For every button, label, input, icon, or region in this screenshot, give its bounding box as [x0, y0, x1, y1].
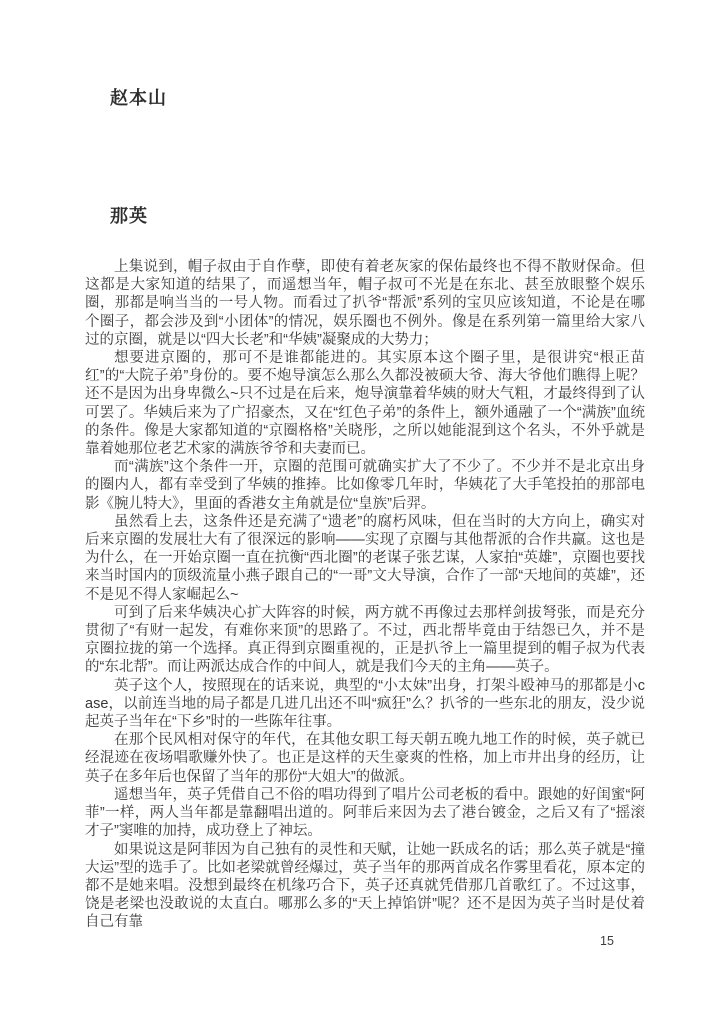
paragraph-7: 在那个民风相对保守的年代，在其他女职工每天朝五晚九地工作的时候，英子就已经混迹在夜场唱歌赚外快了。也正是这样的天生豪爽的性格，加上市井出身的经历，让英子在多年后也保留了当年的那份“大姐大”的做派。 [85, 732, 645, 785]
section-title: 那英 [110, 206, 148, 226]
paragraph-9: 如果说这是阿菲因为自己独有的灵性和天赋，让她一跃成名的话；那么英子就是“撞大运”型的选手了。比如老梁就曾经爆过，英子当年的那两首成名作雾里看花，原本定的都不是她来唱。没想到最终在机缘巧合下，英子还真就凭借那几首歌红了。不过这事，饶是老梁也没敢说的太直白。哪那么多的“天上掉馅饼”呢？还不是因为英子当时是仗着自己有靠 [85, 841, 645, 931]
paragraph-3: 而“满族”这个条件一开，京圈的范围可就确实扩大了不少了。不少并不是北京出身的圈内人，都有幸受到了华姨的推捧。比如像零几年时，华姨花了大手笔投拍的那部电影《腕儿特大》，里面的香港女主角就是位“皇族”后羿。 [85, 459, 645, 512]
paragraph-6: 英子这个人，按照现在的话来说，典型的“小太妹”出身，打架斗殴神马的那都是小case，以前连当地的局子都是几进几出还不叫“疯狂”么？扒爷的一些东北的朋友，没少说起英子当年在“下乡”时的一些陈年往事。 [85, 677, 645, 731]
paragraph-2: 想要进京圈的，那可不是谁都能进的。其实原本这个圈子里，是很讲究“根正苗红”的“大院子弟”身份的。要不炮导演怎么那么久都没被硕大爷、海大爷他们瞧得上呢？还不是因为出身卑微么~只不过是在后来，炮导演靠着华姨的财大气粗，才最终得到了认可罢了。华姨后来为了广招豪杰，又在“红色子弟”的条件上，额外通融了一个“满族”血统的条件。像是大家都知道的“京圈格格”关晓彤，之所以她能混到这个名头，不外乎就是靠着她那位老艺术家的满族爷爷和夫妻而已。 [85, 350, 645, 458]
article-body [85, 258, 645, 932]
paragraph-8: 遥想当年，英子凭借自己不俗的唱功得到了唱片公司老板的看中。跟她的好闺蜜“阿菲”一样，两人当年都是靠翻唱出道的。阿菲后来因为去了港台镀金，之后又有了“摇滚才子”窦唯的加持，成功登上了神坛。 [85, 786, 645, 840]
paragraph-5: 可到了后来华姨决心扩大阵容的时候，两方就不再像过去那样剑拔弩张，而是充分贯彻了“有财一起发，有难你来顶”的思路了。不过，西北帮毕竟由于结怨已久，并不是京圈拉拢的第一个选择。真正得到京圈重视的，正是扒爷上一篇里提到的帽子叔为代表的“东北帮”。而让两派达成合作的中间人，就是我们今天的主角——英子。 [85, 604, 645, 676]
chapter-title: 赵本山 [110, 88, 167, 108]
paragraph-1: 上集说到，帽子叔由于自作孽，即使有着老灰家的保佑最终也不得不散财保命。但这都是大家知道的结果了，而遥想当年，帽子叔可不光是在东北、甚至放眼整个娱乐圈，那都是响当当的一号人物。而看过了扒爷“帮派”系列的宝贝应该知道，不论是在哪个圈子，都会涉及到“小团体”的情况，娱乐圈也不例外。像是在系列第一篇里给大家八过的京圈，就是以“四大长老”和“华姨”凝聚成的大势力； [85, 259, 645, 348]
page-number: 15 [600, 934, 614, 948]
paragraph-4: 虽然看上去，这条件还是充满了“遗老”的腐朽风味，但在当时的大方向上，确实对后来京圈的发展壮大有了很深远的影响——实现了京圈与其他帮派的合作共赢。这也是为什么，在一开始京圈一直在抗衡“西北圈”的老谋子张艺谋，人家拍“英雄”，京圈也要找来当时国内的顶级流量小燕子跟自己的“一哥”文大导演，合作了一部“天地间的英雄”，还不是见不得人家崛起么~ [85, 513, 645, 603]
